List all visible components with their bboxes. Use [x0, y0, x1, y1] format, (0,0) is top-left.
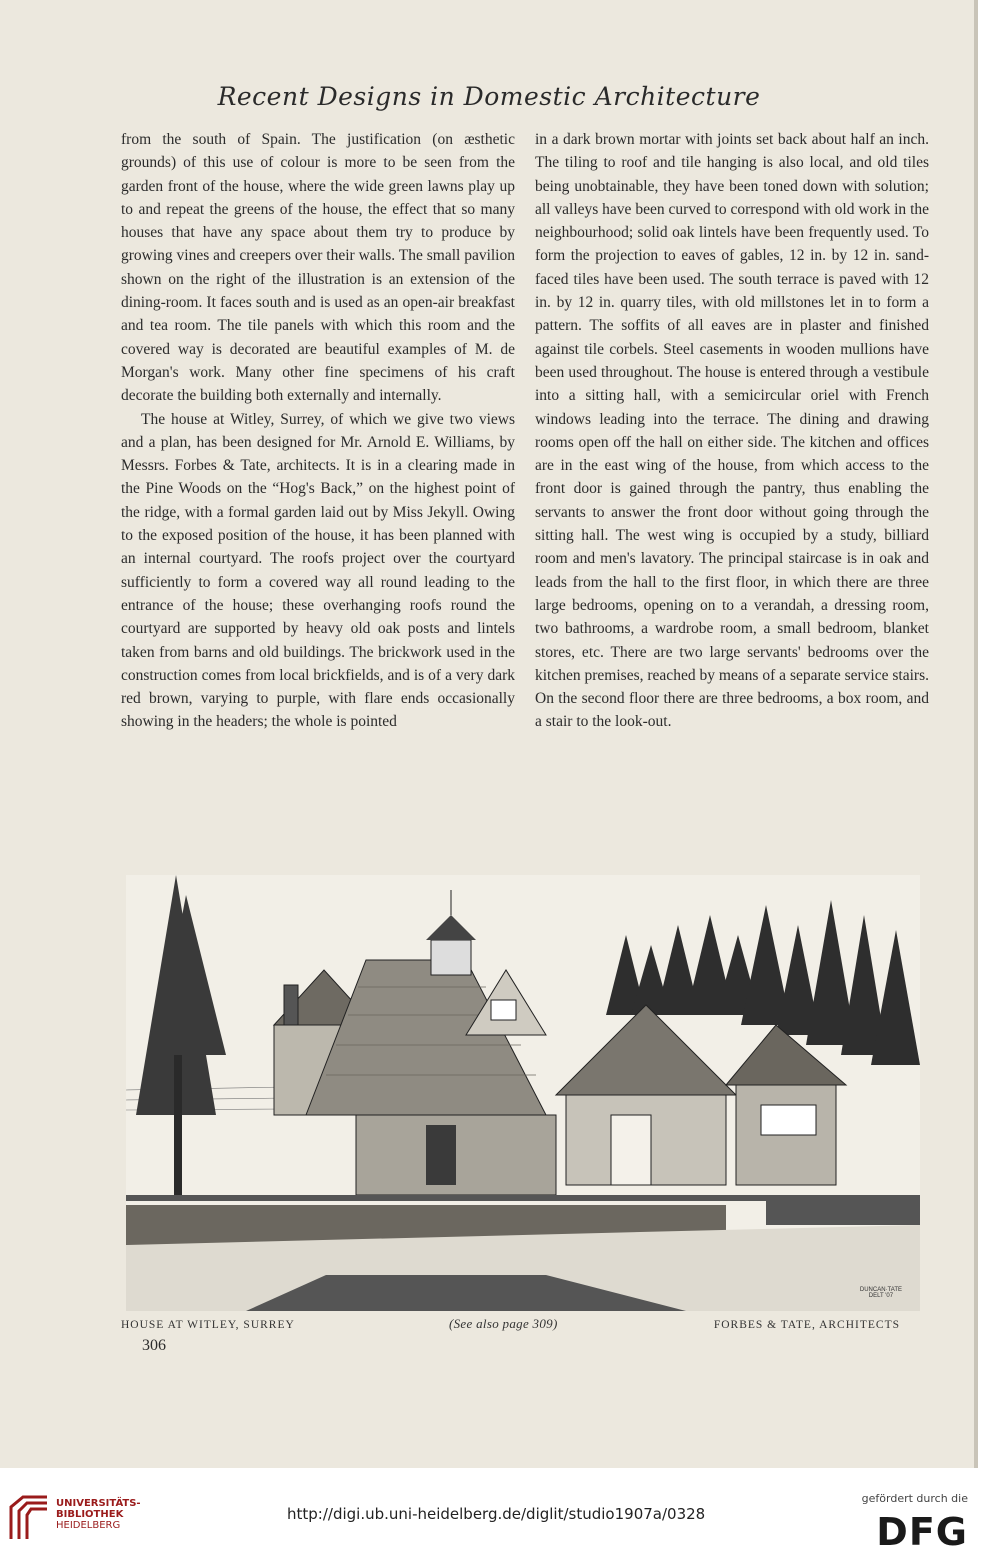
funded-by-label: gefördert durch die	[861, 1492, 968, 1505]
house-illustration	[126, 875, 920, 1311]
paragraph: in a dark brown mortar with joints set back about half an inch. The tiling to roof and tile hanging is also local, and old tiles being unobtainable, they have been toned down with solution; all valleys have been curved to correspond with old work in the neighbourhood; solid oak lintels have been frequently used. To form the projection to eaves of gables, 12 in. by 12 in. sand-faced tiles have been used. The south terrace is paved with 12 in. by 12 in. quarry tiles, with old millstones let in to form a pattern. The soffits of all eaves are in plaster and finished against tile corbels. Steel casements in wooden mullions have been used throughout. The house is entered through a vestibule into a sitting hall, with a semicircular oriel with French windows leading into the terrace. The dining and drawing rooms open off the hall on either side. The kitchen and offices are in the east wing of the house, from which access to the front door is gained through the pantry, thus enabling the servants to answer the front door without going through the sitting hall. The west wing is occupied by a study, billiard room and men's lavatory. The principal staircase is in oak and leads from the hall to the first floor, in which there are three large bedrooms, opening on to a verandah, a dressing room, two bathrooms, a wardrobe room, a small bedroom, blanket stores, etc. There are two large servants' bedrooms over the kitchen premises, reached by means of a separate service stairs. On the second floor there are three bedrooms, a box room, and a stair to the look-out.	[535, 131, 929, 731]
library-line2: BIBLIOTHEK	[56, 1509, 124, 1520]
university-name	[56, 1498, 141, 1531]
paragraph: The house at Witley, Surrey, of which we give two views and a plan, has been designed for Mr. Arnold E. Williams, by Messrs. Forbes & Tate, architects. It is in a clearing made in the Pine Woods on the “Hog's Back,” on the highest point of the ridge, with a formal garden laid out by Miss Jekyll. Owing to the exposed position of the house, it has been planned with an internal courtyard. The roofs project over the courtyard sufficiently to form a covered way all round leading to the entrance of the house; these overhanging roofs round the courtyard are supported by heavy old oak posts and lintels taken from barns and old buildings. The brickwork used in the construction comes from local brickfields, and is of a very dark red brown, varying to purple, with flare ends occasionally showing in the headers; the whole is pointed	[121, 410, 515, 731]
caption-reference: (See also page 309)	[449, 1316, 558, 1331]
artist-signature	[860, 1287, 902, 1299]
dfg-logo: DFG	[876, 1510, 968, 1554]
university-logo-icon	[7, 1493, 51, 1543]
page-number: 306	[142, 1337, 166, 1354]
source-url[interactable]: http://digi.ub.uni-heidelberg.de/diglit/studio1907a/0328	[287, 1505, 706, 1523]
text-column-left	[121, 128, 515, 734]
signature-date: DELT '07	[868, 1293, 894, 1299]
text-column-right	[535, 128, 929, 734]
running-head: Recent Designs in Domestic Architecture	[217, 82, 761, 111]
paragraph: from the south of Spain. The justification (on æsthetic grounds) of this use of colour is more to be seen from the garden front of the house, where the wide green lawns play up to and repeat the greens of the house, the effect that so many houses that have any space about them try to produce by growing vines and creepers over their walls. The small pavilion shown on the right of the illustration is an extension of the dining-room. It faces south and is used as an open-air breakfast and tea room. The tile panels with which this room and the covered way is decorated are beautiful examples of M. de Morgan's work. Many other fine specimens of his craft decorate the building both externally and internally.	[121, 131, 515, 405]
library-line1: UNIVERSITÄTS-	[56, 1498, 141, 1509]
signature-name: DUNCAN·TATE	[859, 1287, 902, 1293]
caption-title: HOUSE AT WITLEY, SURREY	[121, 1319, 295, 1331]
library-line3: HEIDELBERG	[56, 1520, 121, 1531]
house-drawing	[126, 875, 920, 1311]
caption-architects: FORBES & TATE, ARCHITECTS	[713, 1319, 900, 1331]
digitization-footer	[0, 1468, 982, 1561]
